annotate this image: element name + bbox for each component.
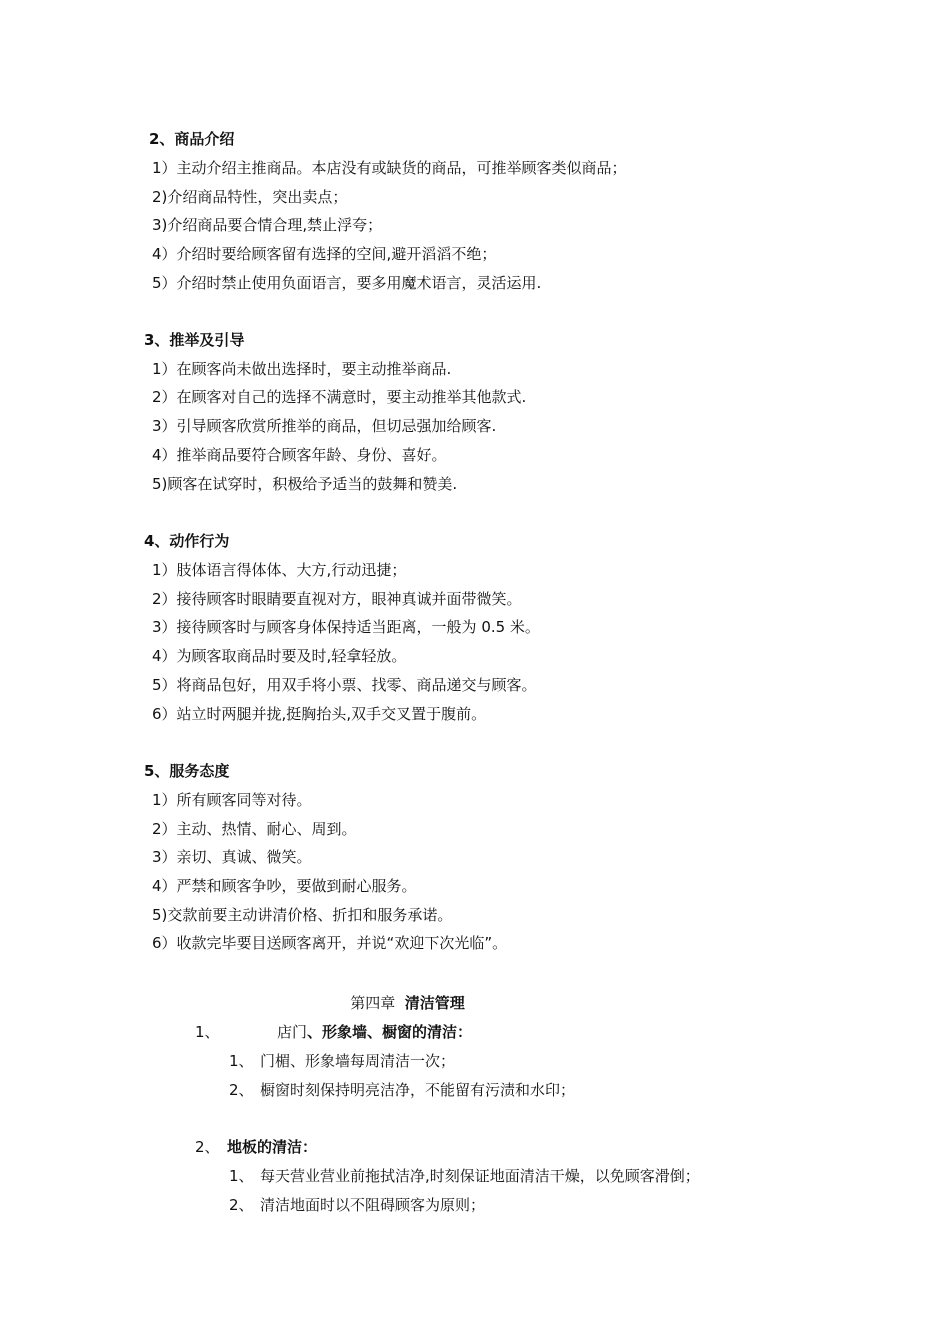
list-item [229, 1080, 575, 1100]
list-item: 1）肢体语言得体体、大方,行动迅捷； [152, 561, 407, 579]
list-item: 3）引导顾客欣赏所推举的商品，但切忌强加给顾客. [152, 417, 497, 435]
chapter-heading: 清洁管理 [404, 994, 465, 1012]
section-heading: 4、动作行为 [144, 532, 230, 550]
subsection-heading [195, 1137, 317, 1157]
list-item: 1）在顾客尚未做出选择时，要主动推举商品. [152, 360, 452, 378]
section-heading: 2、商品介绍 [149, 130, 235, 148]
list-item: 2）主动、热情、耐心、周到。 [152, 820, 357, 838]
list-item: 2)介绍商品特性，突出卖点； [152, 188, 348, 206]
list-item: 5）将商品包好，用双手将小票、找零、商品递交与顾客。 [152, 676, 537, 694]
list-item: 3)介绍商品要合情合理,禁止浮夸； [152, 216, 383, 234]
list-item-number: 2、 [229, 1081, 254, 1099]
list-item: 2）接待顾客时眼睛要直视对方，眼神真诚并面带微笑。 [152, 590, 522, 608]
list-item: 4）推举商品要符合顾客年龄、身份、喜好。 [152, 446, 447, 464]
subsection-plain-text: 店门 [277, 1023, 308, 1041]
list-item: 4）为顾客取商品时要及时,轻拿轻放。 [152, 647, 407, 665]
subsection-number: 2、 [195, 1138, 220, 1156]
subsection-number: 1、 [195, 1023, 220, 1041]
list-item-text: 门楣、形象墙每周清洁一次； [260, 1052, 456, 1070]
list-item-number: 1、 [229, 1052, 254, 1070]
subsection-heading [195, 1022, 472, 1042]
list-item [229, 1195, 485, 1215]
list-item-text: 清洁地面时以不阻碍顾客为原则； [260, 1196, 486, 1214]
list-item [229, 1166, 700, 1186]
list-item: 5)顾客在试穿时，积极给予适当的鼓舞和赞美. [152, 475, 458, 493]
list-item-number: 1、 [229, 1167, 254, 1185]
list-item [229, 1051, 455, 1071]
section-heading: 5、服务态度 [144, 762, 230, 780]
list-item-text: 每天营业营业前拖拭洁净,时刻保证地面清洁干燥，以免顾客滑倒； [260, 1167, 700, 1185]
list-item: 1）所有顾客同等对待。 [152, 791, 312, 809]
subsection-bold-text: 地板的清洁： [227, 1138, 318, 1156]
list-item: 4）严禁和顾客争吵，要做到耐心服务。 [152, 877, 417, 895]
list-item: 1）主动介绍主推商品。本店没有或缺货的商品，可推举顾客类似商品； [152, 159, 627, 177]
list-item: 6）站立时两腿并拢,挺胸抬头,双手交叉置于腹前。 [152, 705, 487, 723]
list-item: 3）亲切、真诚、微笑。 [152, 848, 312, 866]
list-item: 5)交款前要主动讲清价格、折扣和服务承诺。 [152, 906, 453, 924]
chapter-label: 第四章 [350, 994, 396, 1012]
list-item: 2）在顾客对自己的选择不满意时，要主动推举其他款式. [152, 388, 527, 406]
subsection-bold-text: 、形象墙、橱窗的清洁： [307, 1023, 473, 1041]
section-heading: 3、推举及引导 [144, 331, 245, 349]
list-item: 3）接待顾客时与顾客身体保持适当距离，一般为 0.5 米。 [152, 618, 540, 636]
list-item-text: 橱窗时刻保持明亮洁净，不能留有污渍和水印； [260, 1081, 576, 1099]
list-item: 6）收款完毕要目送顾客离开，并说“欢迎下次光临”。 [152, 934, 508, 952]
list-item: 4）介绍时要给顾客留有选择的空间,避开滔滔不绝； [152, 245, 497, 263]
chapter-title [0, 993, 815, 1013]
list-item-number: 2、 [229, 1196, 254, 1214]
list-item: 5）介绍时禁止使用负面语言，要多用魔术语言，灵活运用. [152, 274, 542, 292]
